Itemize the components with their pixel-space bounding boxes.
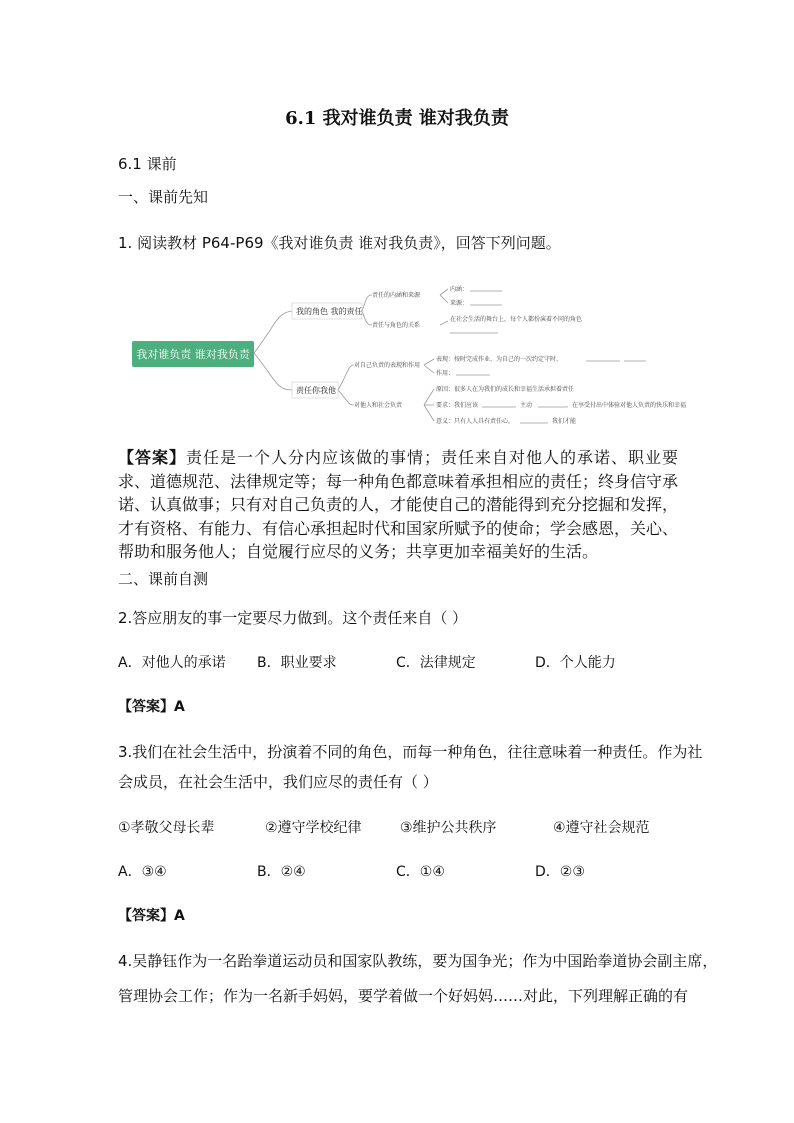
q3-option-a: A．③④ [118, 864, 167, 880]
question-1: 1. 阅读教材 P64-P69《我对谁负责 谁对我负责》，回答下列问题。 [118, 234, 561, 252]
mindmap-b2-leaf4c: ，在享受付出中体验对他人负责的快乐和幸福 [566, 402, 687, 409]
question-4-line-1: 4.吴静钰作为一名跆拳道运动员和国家队教练，要为国争光；作为中国跆拳道协会副主席， [118, 952, 718, 970]
mindmap-b2-leaf4b: ，主动 [514, 402, 533, 409]
q2-option-c: C．法律规定 [396, 655, 476, 671]
part2-heading: 二、课前自测 [118, 570, 209, 588]
question-2: 2.答应朋友的事一定要尽力做到。这个责任来自（ ） [118, 609, 468, 627]
q2-option-d: D．个人能力 [535, 655, 616, 671]
mindmap-b1-leaf3: 在社会生活的舞台上，每个人都扮演着不同的角色 [450, 316, 583, 323]
mindmap-b2-sub1: 对自己负责的表现和作用 [354, 362, 421, 369]
mindmap-b2-leaf5b: ，我们才能 [546, 418, 577, 425]
q3-option-d: D．②③ [535, 864, 585, 880]
answer-1-label: 【答案】 [118, 448, 186, 467]
mindmap-b1-leaf2: 来源： [450, 300, 469, 307]
mindmap-b1-sub1: 责任的内涵和来源 [372, 292, 421, 299]
q3-option-b: B．②④ [257, 864, 306, 880]
q3-item-3: ③维护公共秩序 [400, 820, 497, 836]
mind-map-diagram [126, 265, 687, 430]
mindmap-root-label: 我对谁负责 谁对我负责 [136, 348, 250, 361]
mindmap-b1-leaf1: 内涵： [450, 286, 469, 293]
mindmap-branch-1: 我的角色 我的责任 [296, 307, 363, 316]
page-title: 6.1 我对谁负责 谁对我负责 [285, 108, 509, 129]
q3-option-c: C．①④ [396, 864, 445, 880]
mindmap-b2-leaf3: 原因：很多人在为我们的成长和幸福生活承担着责任 [436, 386, 575, 393]
section-label: 6.1 课前 [118, 155, 177, 173]
mindmap-b2-leaf1: 表现：按时完成作业、为自己的一次约定守时、 [436, 356, 563, 363]
q2-answer: 【答案】A [118, 699, 185, 715]
mindmap-b2-leaf5: 意义：只有人人具有责任心， [436, 418, 515, 425]
q3-item-2: ②遵守学校纪律 [265, 820, 362, 836]
q2-option-b: B．职业要求 [257, 655, 337, 671]
q3-answer: 【答案】A [118, 908, 185, 924]
mindmap-b2-sub2: 对他人和社会负责 [354, 402, 403, 409]
mindmap-branch-2: 责任你我他 [296, 386, 336, 395]
mindmap-b2-leaf4: 要求：我们应该 [436, 402, 479, 409]
q3-item-4: ④遵守社会规范 [553, 820, 650, 836]
question-4-line-2: 管理协会工作；作为一名新手妈妈，要学着做一个好妈妈……对此，下列理解正确的有 [118, 987, 689, 1005]
answer-1 [118, 446, 678, 564]
mindmap-b2-leaf2: 作用： [436, 370, 455, 377]
answer-1-text: 责任是一个人分内应该做的事情；责任来自对他人的承诺、职业要求、道德规范、法律规定等；每一种角色都意味着承担相应的责任；终身信守承诺、认真做事；只有对自己负责的人，才能使自己的潜能得到充分挖掘和发挥，才有资格、有能力、有信心承担起时代和国家所赋予的使命；学会感恩，关心、帮助和服务他人；自觉履行应尽的义务；共享更加幸福美好的生活。 [118, 448, 679, 561]
question-3-line-1: 3.我们在社会生活中，扮演着不同的角色，而每一种角色，往往意味着一种责任。作为社 [118, 743, 703, 761]
mindmap-b1-sub2: 责任与角色的关系 [372, 322, 421, 329]
q3-item-1: ①孝敬父母长辈 [118, 820, 215, 836]
question-3-line-2: 会成员，在社会生活中，我们应尽的责任有（ ） [118, 773, 438, 791]
q2-option-a: A．对他人的承诺 [118, 655, 226, 671]
part1-heading: 一、课前先知 [118, 188, 209, 206]
